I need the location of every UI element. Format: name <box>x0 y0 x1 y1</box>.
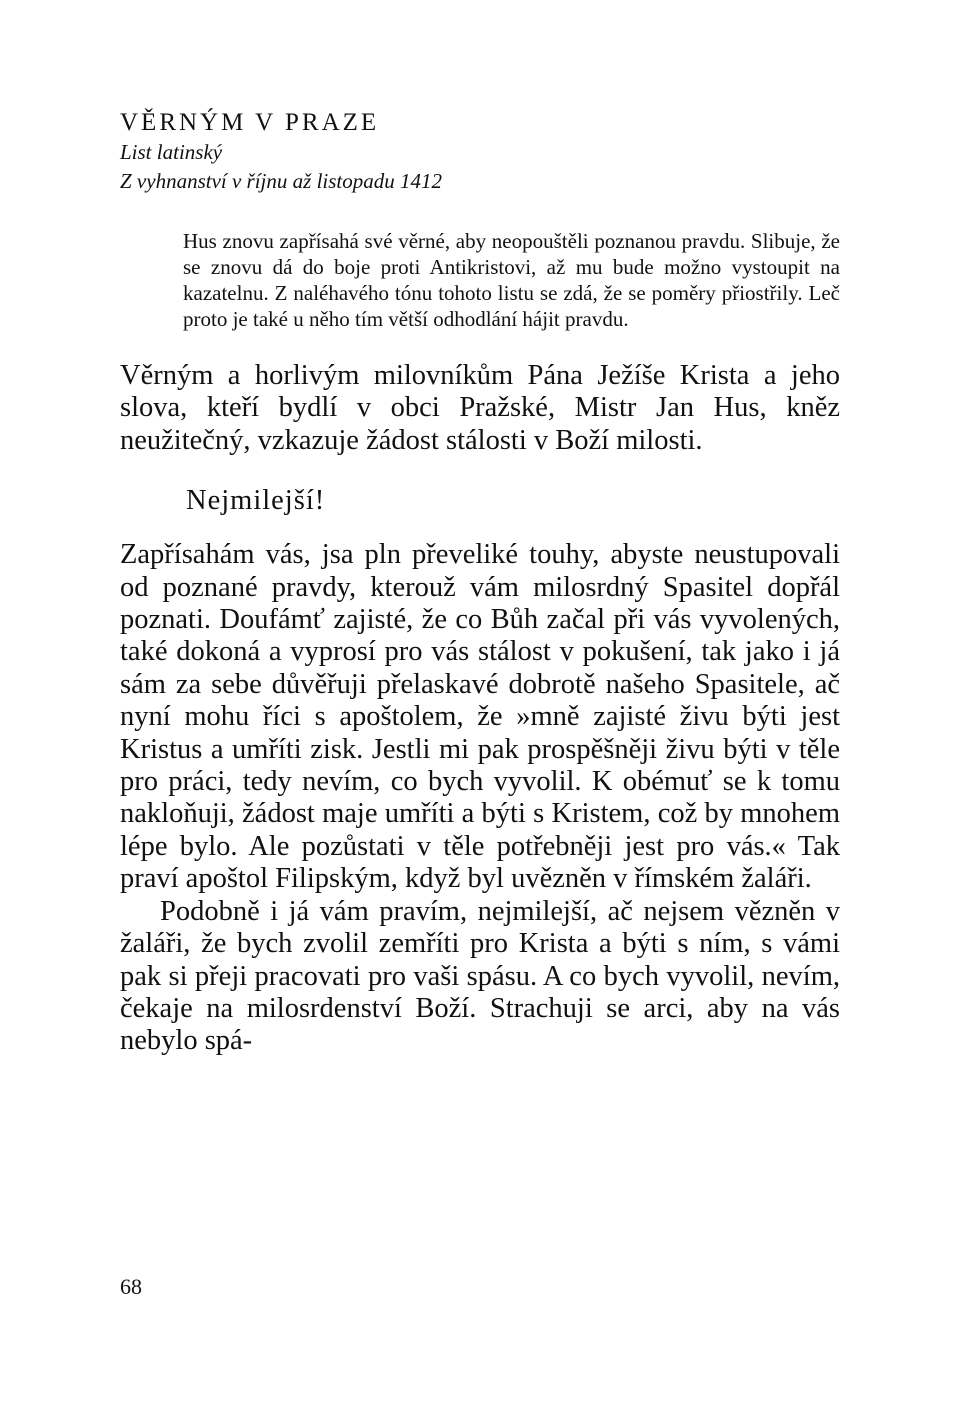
page-content <box>120 108 840 1058</box>
page-number: 68 <box>120 1274 142 1299</box>
letter-subtitle: List latinský <box>120 140 223 164</box>
letter-paragraph-2: Podobně i já vám pravím, nejmilejší, ač nejsem vězněn v žaláři, že bych zvolil zemříti pro Krista a býti s ním, s vámi pak si přeji pracovati pro vaši spásu. A co bych vyvolil, nevím, čekaje na milosrdenství Boží. Strachuji se arci, aby na vás nebylo spá- <box>120 895 840 1057</box>
letter-date-line: Z vyhnanství v říjnu až listopadu 1412 <box>120 169 442 193</box>
editorial-summary: Hus znovu zapřísahá své věrné, aby neopouštěli poznanou pravdu. Slibuje, že se znovu dá do boje proti Antikristovi, až mu bude možno vystoupit na kazatelnu. Z naléhavého tónu tohoto listu se zdá, že se poměry přiostřily. Leč proto je také u něho tím větší odhodlání hájit pravdu. <box>183 229 840 331</box>
page-title: VĚRNÝM V PRAZE <box>120 109 380 136</box>
letter-address: Věrným a horlivým milovníkům Pána Ježíše Krista a jeho slova, kteří bydlí v obci Pražské, Mistr Jan Hus, kněz neužitečný, vzkazuje žádost stálosti v Boží milosti. <box>120 360 840 456</box>
letter-paragraph-1: Zapřísahám vás, jsa pln převeliké touhy, abyste neustupovali od poznané pravdy, kterouž vám milosrdný Spasitel dopřál poznati. Doufámť zajisté, že co Bůh začal při vás vyvolených, také dokoná a vyprosí pro vás stálost v pokušení, tak jako i já sám za sebe důvěřuji přelaskavé dobrotě našeho Spasitele, ač nyní mohu říci s apoštolem, že »mně zajisté živu býti jest Kristus a umříti zisk. Jestli mi pak prospěšněji živu býti v těle pro práci, tedy nevím, co bych vyvolil. K obémuť se k tomu nakloňuji, žádost maje umříti a býti s Kristem, což by mnohem lépe bylo. Ale pozůstati v těle potřebněji jest pro vás.« Tak praví apoštol Filipským, když byl uvězněn v římském žaláři. <box>120 539 840 895</box>
letter-salutation: Nejmilejší! <box>186 485 326 517</box>
